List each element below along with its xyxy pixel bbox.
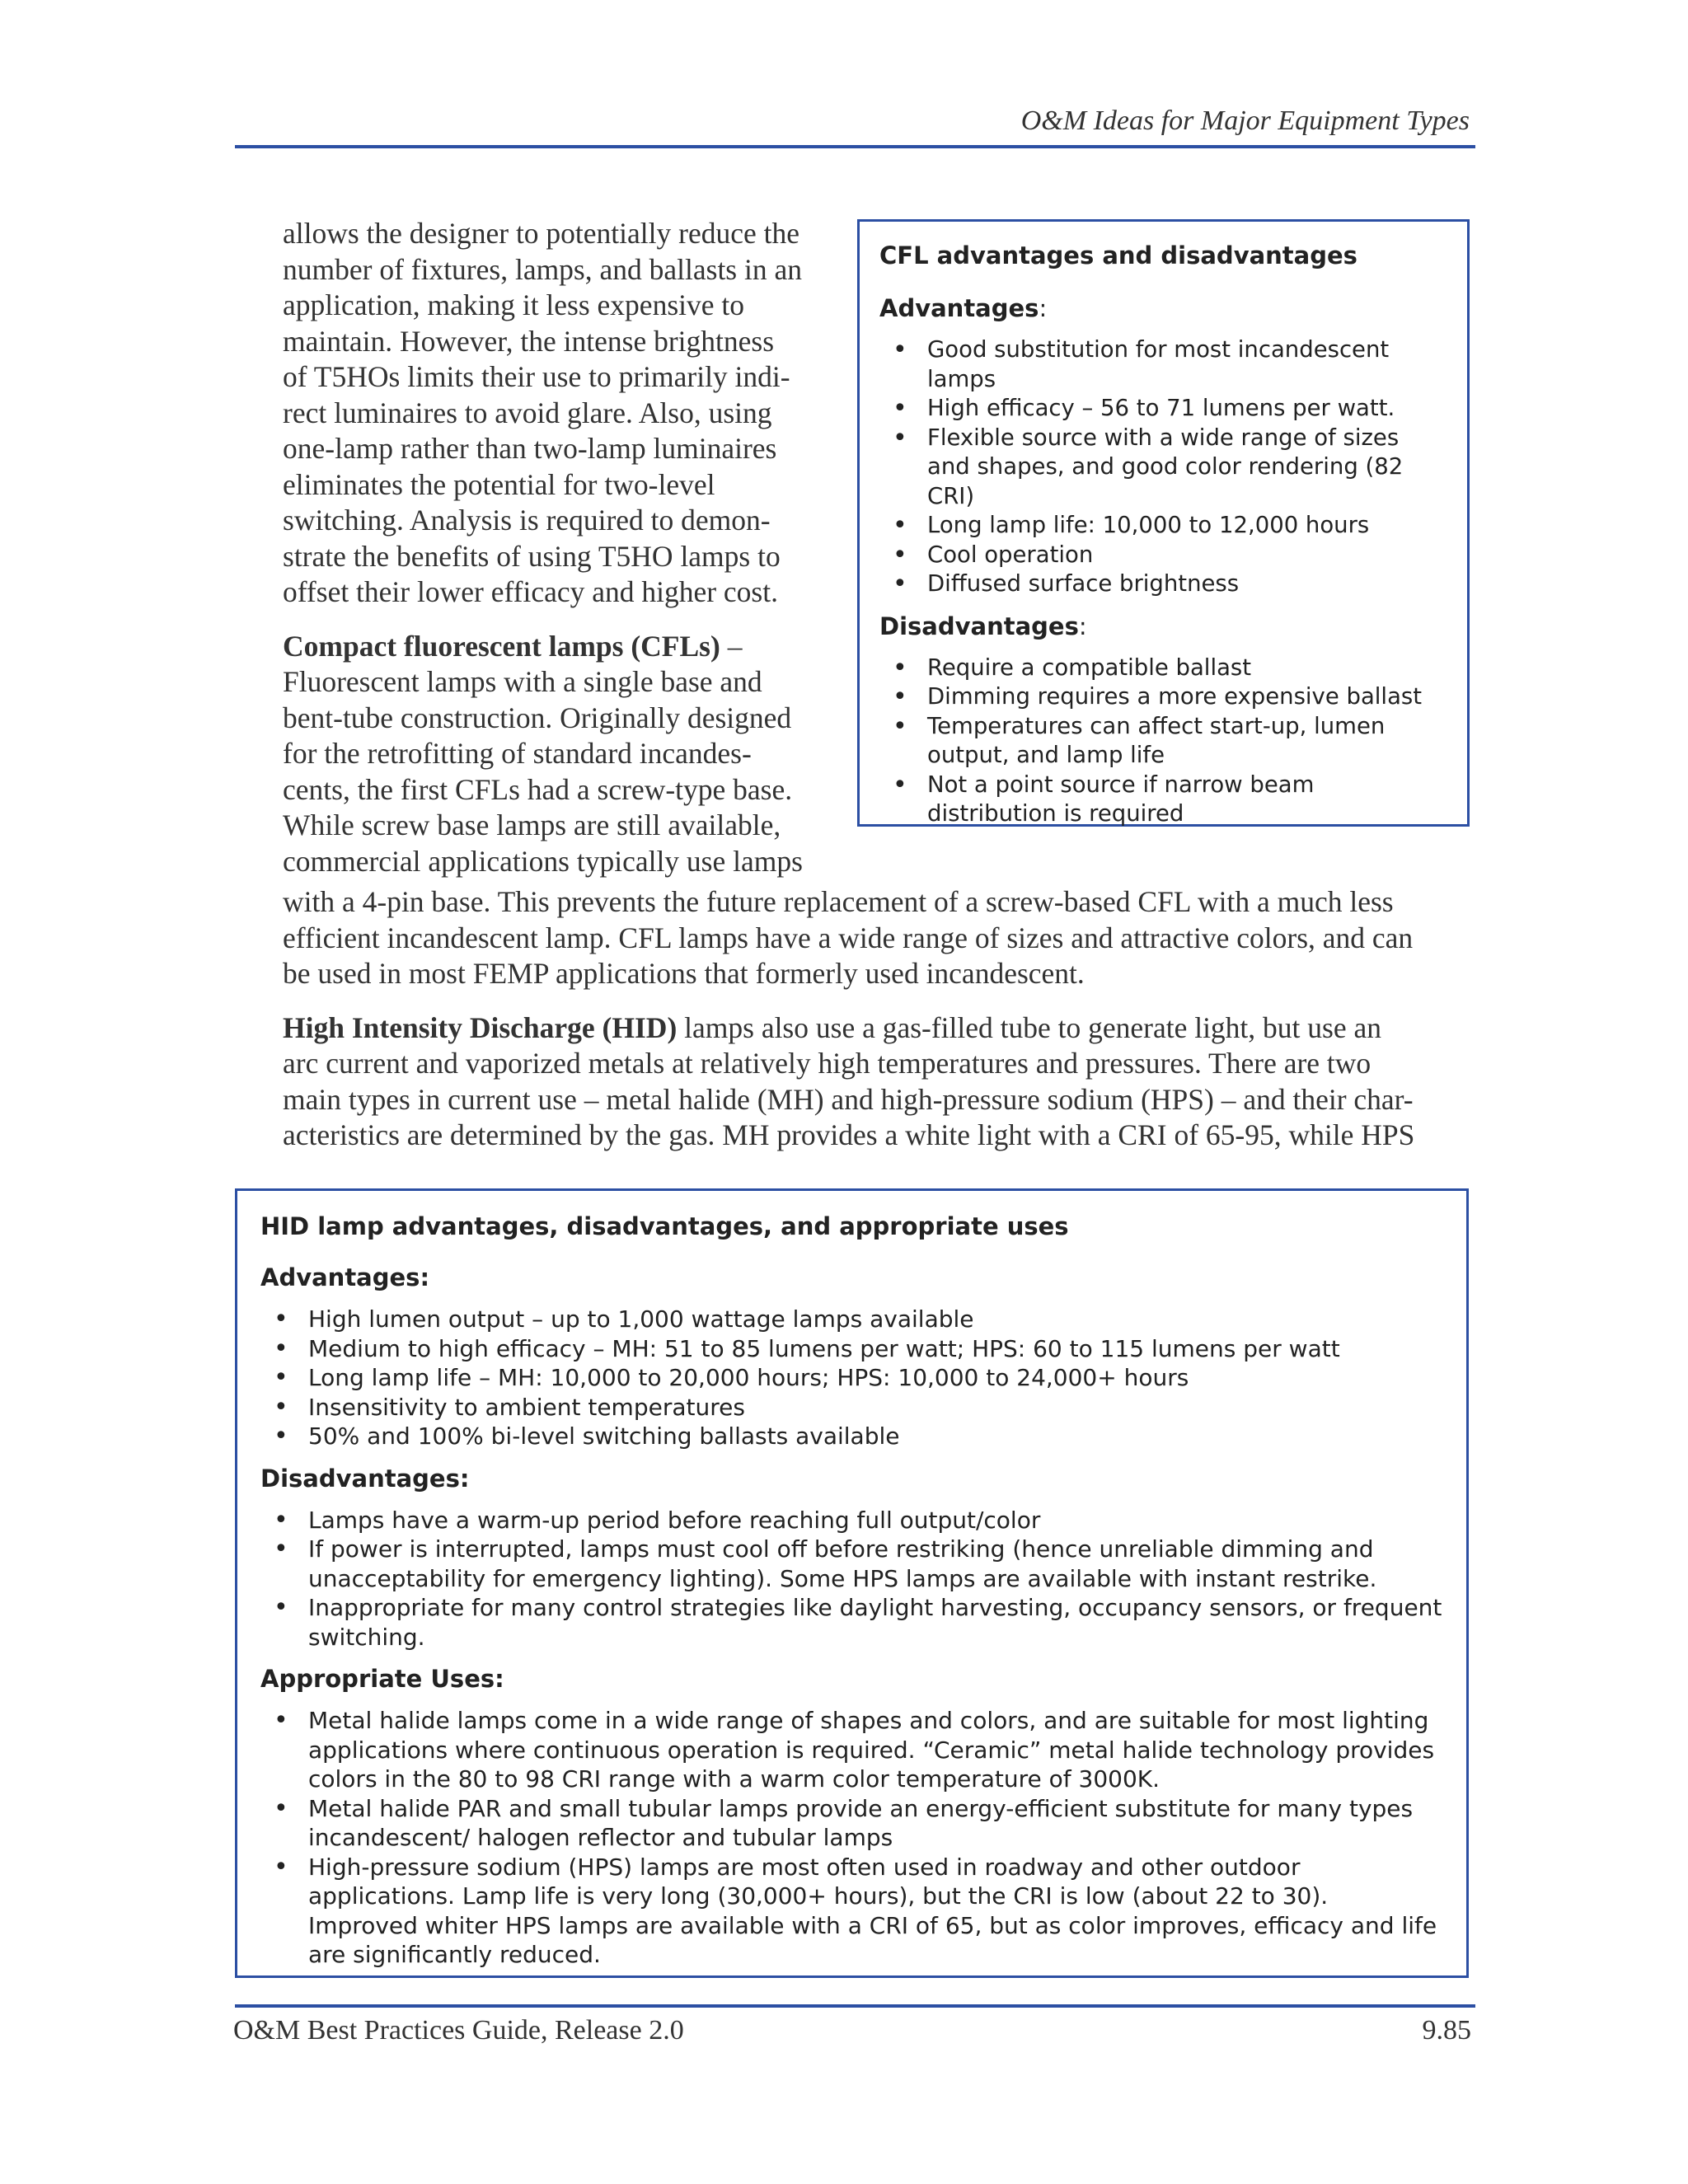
- text-line: be used in most FEMP applications that formerly used incandescent.: [283, 957, 1085, 990]
- list-item: • Dimming requires a more expensive ballast: [879, 682, 1447, 712]
- text-line: with a 4-pin base. This prevents the future replacement of a screw-based CFL with a much less: [283, 885, 1394, 918]
- cfl-disadvantages-heading: Disadvantages:: [879, 612, 1087, 640]
- list-item: • Long lamp life – MH: 10,000 to 20,000 hours; HPS: 10,000 to 24,000+ hours: [260, 1363, 1443, 1393]
- text-line: strate the benefits of using T5HO lamps to: [283, 539, 781, 573]
- cfl-disadvantages-list: [879, 654, 1447, 829]
- list-item: • 50% and 100% bi-level switching ballasts available: [260, 1422, 1443, 1451]
- hid-sidebar-box: [235, 1188, 1469, 1978]
- text-line: While screw base lamps are still available,: [283, 808, 781, 841]
- list-item: • Flexible source with a wide range of sizes and shapes, and good color rendering (82 CRI): [879, 424, 1447, 512]
- text-line: bent-tube construction. Originally designed: [283, 701, 792, 734]
- text-line: cents, the first CFLs had a screw-type base.: [283, 772, 793, 806]
- list-item: • Not a point source if narrow beam distribution is required: [879, 771, 1447, 829]
- text-line: rect luminaires to avoid glare. Also, using: [283, 396, 772, 429]
- cfl-advantages-heading: Advantages:: [879, 294, 1048, 322]
- list-item: • Long lamp life: 10,000 to 12,000 hours: [879, 511, 1447, 541]
- cfl-dash: –: [720, 629, 743, 663]
- cfl-advantages-label: Advantages: [879, 294, 1039, 322]
- cfl-sidebar-box: [857, 219, 1470, 827]
- text-line: of T5HOs limits their use to primarily indi-: [283, 360, 790, 393]
- list-item: • High lumen output – up to 1,000 wattage lamps available: [260, 1305, 1443, 1334]
- cfl-disadvantages-label: Disadvantages: [879, 612, 1079, 640]
- text-line: efficient incandescent lamp. CFL lamps have a wide range of sizes and attractive colors, and can: [283, 921, 1414, 954]
- list-item: • Lamps have a warm-up period before reaching full output/color: [260, 1506, 1443, 1535]
- list-item: • If power is interrupted, lamps must cool off before restriking (hence unreliable dimming and unacceptability for emergency lighting). Some HPS lamps are available with instant restrike.: [260, 1535, 1443, 1593]
- full-width-text: [283, 884, 1478, 1154]
- list-item: • High efficacy – 56 to 71 lumens per watt.: [879, 394, 1447, 424]
- text-line: maintain. However, the intense brightness: [283, 324, 775, 358]
- list-item: • Medium to high efficacy – MH: 51 to 85 lumens per watt; HPS: 60 to 115 lumens per watt: [260, 1334, 1443, 1364]
- hid-advantages-heading: Advantages:: [260, 1263, 430, 1291]
- text-line: acteristics are determined by the gas. MH provides a white light with a CRI of 65-95, while HPS: [283, 1118, 1415, 1151]
- text-line: allows the designer to potentially reduce the: [283, 217, 799, 250]
- list-item: • Good substitution for most incandescent lamps: [879, 335, 1447, 394]
- running-header: O&M Ideas for Major Equipment Types: [1020, 105, 1470, 136]
- hid-uses-list: [260, 1706, 1443, 1970]
- text-line: arc current and vaporized metals at relatively high temperatures and pressures. There are two: [283, 1047, 1372, 1080]
- list-item: • Cool operation: [879, 541, 1447, 570]
- text-line: Fluorescent lamps with a single base and: [283, 665, 762, 698]
- hid-heading: High Intensity Discharge (HID): [283, 1010, 678, 1044]
- text-line: one-lamp rather than two-lamp luminaires: [283, 432, 777, 465]
- cfl-heading: Compact fluorescent lamps (CFLs): [283, 629, 720, 663]
- page-number: 9.85: [1422, 2015, 1471, 2046]
- hid-paragraph: [283, 1010, 1478, 1154]
- hid-first-line-rest: lamps also use a gas-filled tube to generate light, but use an: [677, 1010, 1381, 1044]
- hid-disadvantages-list: [260, 1506, 1443, 1652]
- list-item: • Temperatures can affect start-up, lumen output, and lamp life: [879, 712, 1447, 771]
- text-line: number of fixtures, lamps, and ballasts in an: [283, 252, 802, 286]
- cfl-paragraph: [283, 629, 818, 880]
- left-column: [283, 216, 818, 879]
- cfl-advantages-list: [879, 335, 1447, 599]
- cfl-heading-line: [283, 629, 818, 665]
- list-item: • Require a compatible ballast: [879, 654, 1447, 683]
- hid-uses-heading: Appropriate Uses:: [260, 1665, 504, 1693]
- cfl-continuation: [283, 884, 1478, 992]
- list-item: • Insensitivity to ambient temperatures: [260, 1393, 1443, 1422]
- list-item: • High-pressure sodium (HPS) lamps are most often used in roadway and other outdoor applications. Lamp life is very long (30,000+ hours), but the CRI is low (about 22 to 30). Improved whiter HPS lamps are available with a CRI of 65, but as color improves, efficacy and life are significantly reduced.: [260, 1853, 1443, 1970]
- hid-advantages-list: [260, 1305, 1443, 1451]
- header-rule: [235, 145, 1475, 148]
- text-line: application, making it less expensive to: [283, 288, 744, 321]
- hid-heading-line: [283, 1010, 1478, 1047]
- list-item: • Metal halide PAR and small tubular lamps provide an energy-efficient substitute for many types incandescent/ halogen reflector and tubular lamps: [260, 1794, 1443, 1853]
- text-line: commercial applications typically use lamps: [283, 844, 803, 878]
- cfl-box-title: CFL advantages and disadvantages: [879, 241, 1357, 269]
- t5ho-paragraph: [283, 216, 818, 611]
- hid-disadvantages-heading: Disadvantages:: [260, 1464, 470, 1493]
- footer-guide-title: O&M Best Practices Guide, Release 2.0: [233, 2015, 684, 2046]
- text-line: offset their lower efficacy and higher cost.: [283, 575, 778, 608]
- text-line: main types in current use – metal halide (MH) and high-pressure sodium (HPS) – and their char-: [283, 1082, 1414, 1116]
- list-item: • Metal halide lamps come in a wide range of shapes and colors, and are suitable for most lighting applications where continuous operation is required. “Ceramic” metal halide technology provides colors in the 80 to 98 CRI range with a warm color temperature of 3000K.: [260, 1706, 1443, 1794]
- text-line: switching. Analysis is required to demon-: [283, 504, 771, 537]
- text-line: for the retrofitting of standard incandes-: [283, 737, 752, 770]
- list-item: • Inappropriate for many control strategies like daylight harvesting, occupancy sensors, or frequent switching.: [260, 1593, 1443, 1652]
- hid-box-title: HID lamp advantages, disadvantages, and appropriate uses: [260, 1212, 1069, 1240]
- list-item: • Diffused surface brightness: [879, 569, 1447, 599]
- text-line: eliminates the potential for two-level: [283, 467, 715, 501]
- footer-rule: [235, 2004, 1475, 2008]
